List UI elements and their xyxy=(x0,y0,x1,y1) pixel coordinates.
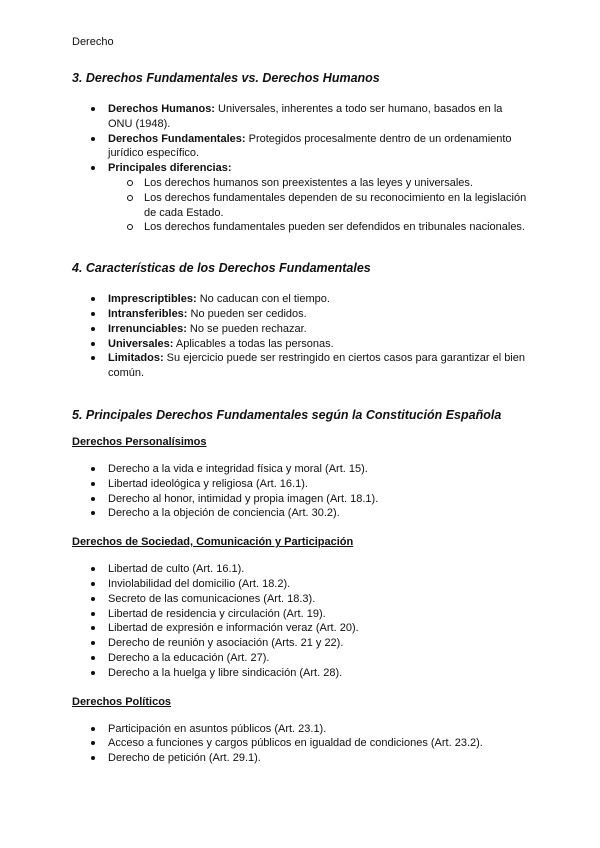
item-text: Protegidos procesalmente dentro de un ordenamiento jurídico específico. xyxy=(108,132,512,160)
document-content xyxy=(72,70,528,780)
item-label: Intransferibles: xyxy=(108,307,188,320)
list-item: Derecho a la educación (Art. 27). xyxy=(108,651,528,666)
differences-sublist xyxy=(108,176,528,235)
subsection-list xyxy=(72,562,528,680)
sub-list-item: Los derechos fundamentales dependen de su reconocimiento en la legislación de cada Estado. xyxy=(144,191,527,219)
list-item: Derecho a la vida e integridad física y moral (Art. 15). xyxy=(108,462,528,477)
list-item: Derecho de reunión y asociación (Arts. 21 y 22). xyxy=(108,636,528,651)
list-item: Acceso a funciones y cargos públicos en igualdad de condiciones (Art. 23.2). xyxy=(108,736,528,751)
item-text: Su ejercicio puede ser restringido en ciertos casos para garantizar el bien común. xyxy=(108,352,525,380)
item-text: No caducan con el tiempo. xyxy=(196,293,330,306)
subsection-list xyxy=(72,462,528,521)
item-text: Universales, inherentes a todo ser humano, basados en la ONU (1948). xyxy=(108,103,503,130)
sub-list-item: Los derechos humanos son preexistentes a las leyes y universales. xyxy=(144,176,528,191)
list-item: Libertad de residencia y circulación (Art. 19). xyxy=(108,607,528,622)
item-text: No pueden ser cedidos. xyxy=(187,307,307,320)
list-item xyxy=(108,292,528,307)
sub-list-item: Los derechos fundamentales pueden ser defendidos en tribunales nacionales. xyxy=(144,220,528,235)
list-item: Secreto de las comunicaciones (Art. 18.3). xyxy=(108,592,528,607)
list-item: Participación en asuntos públicos (Art. 23.1). xyxy=(108,722,528,737)
list-item: Libertad de expresión e información veraz (Art. 20). xyxy=(108,621,528,636)
list-item xyxy=(108,322,528,337)
section-4-title: 4. Características de los Derechos Fundamentales xyxy=(72,261,371,276)
subsection-politicos xyxy=(72,695,528,766)
list-item: Derecho a la objeción de conciencia (Art. 30.2). xyxy=(108,506,528,521)
item-label: Irrenunciables: xyxy=(108,322,187,335)
subsection-personalisimos xyxy=(72,435,528,521)
list-item xyxy=(108,132,528,162)
item-label: Universales: xyxy=(108,337,174,350)
list-item: Derecho a la huelga y libre sindicación (Art. 28). xyxy=(108,666,528,681)
section-5 xyxy=(72,407,528,766)
list-item xyxy=(108,351,528,381)
list-item xyxy=(108,161,528,235)
section-3-list xyxy=(72,102,528,235)
list-item: Derecho de petición (Art. 29.1). xyxy=(108,751,528,766)
list-item: Inviolabilidad del domicilio (Art. 18.2). xyxy=(108,577,528,592)
list-item: Libertad de culto (Art. 16.1). xyxy=(108,562,528,577)
subsection-title: Derechos de Sociedad, Comunicación y Participación xyxy=(72,536,354,549)
list-item: Libertad ideológica y religiosa (Art. 16.1). xyxy=(108,477,528,492)
section-3-title: 3. Derechos Fundamentales vs. Derechos Humanos xyxy=(72,71,380,85)
section-5-title: 5. Principales Derechos Fundamentales según la Constitución Española xyxy=(72,407,502,422)
item-label: Derechos Humanos: xyxy=(108,103,215,115)
subsection-title: Derechos Políticos xyxy=(72,695,172,708)
list-item xyxy=(108,307,528,322)
item-label: Principales diferencias: xyxy=(108,162,232,175)
section-4-list xyxy=(72,292,528,381)
list-item: Derecho al honor, intimidad y propia imagen (Art. 18.1). xyxy=(108,492,528,507)
item-label: Derechos Fundamentales: xyxy=(108,132,246,145)
document-header: Derecho xyxy=(72,36,114,48)
list-item xyxy=(108,102,528,132)
item-text: Aplicables a todas las personas. xyxy=(173,337,334,350)
item-label: Limitados: xyxy=(108,352,164,365)
item-text: No se pueden rechazar. xyxy=(186,322,307,335)
section-3 xyxy=(72,70,528,235)
subsection-title: Derechos Personalísimos xyxy=(72,435,207,448)
subsection-sociedad xyxy=(72,535,528,680)
section-4 xyxy=(72,260,528,381)
list-item xyxy=(108,337,528,352)
item-label: Imprescriptibles: xyxy=(108,293,197,306)
subsection-list xyxy=(72,722,528,766)
